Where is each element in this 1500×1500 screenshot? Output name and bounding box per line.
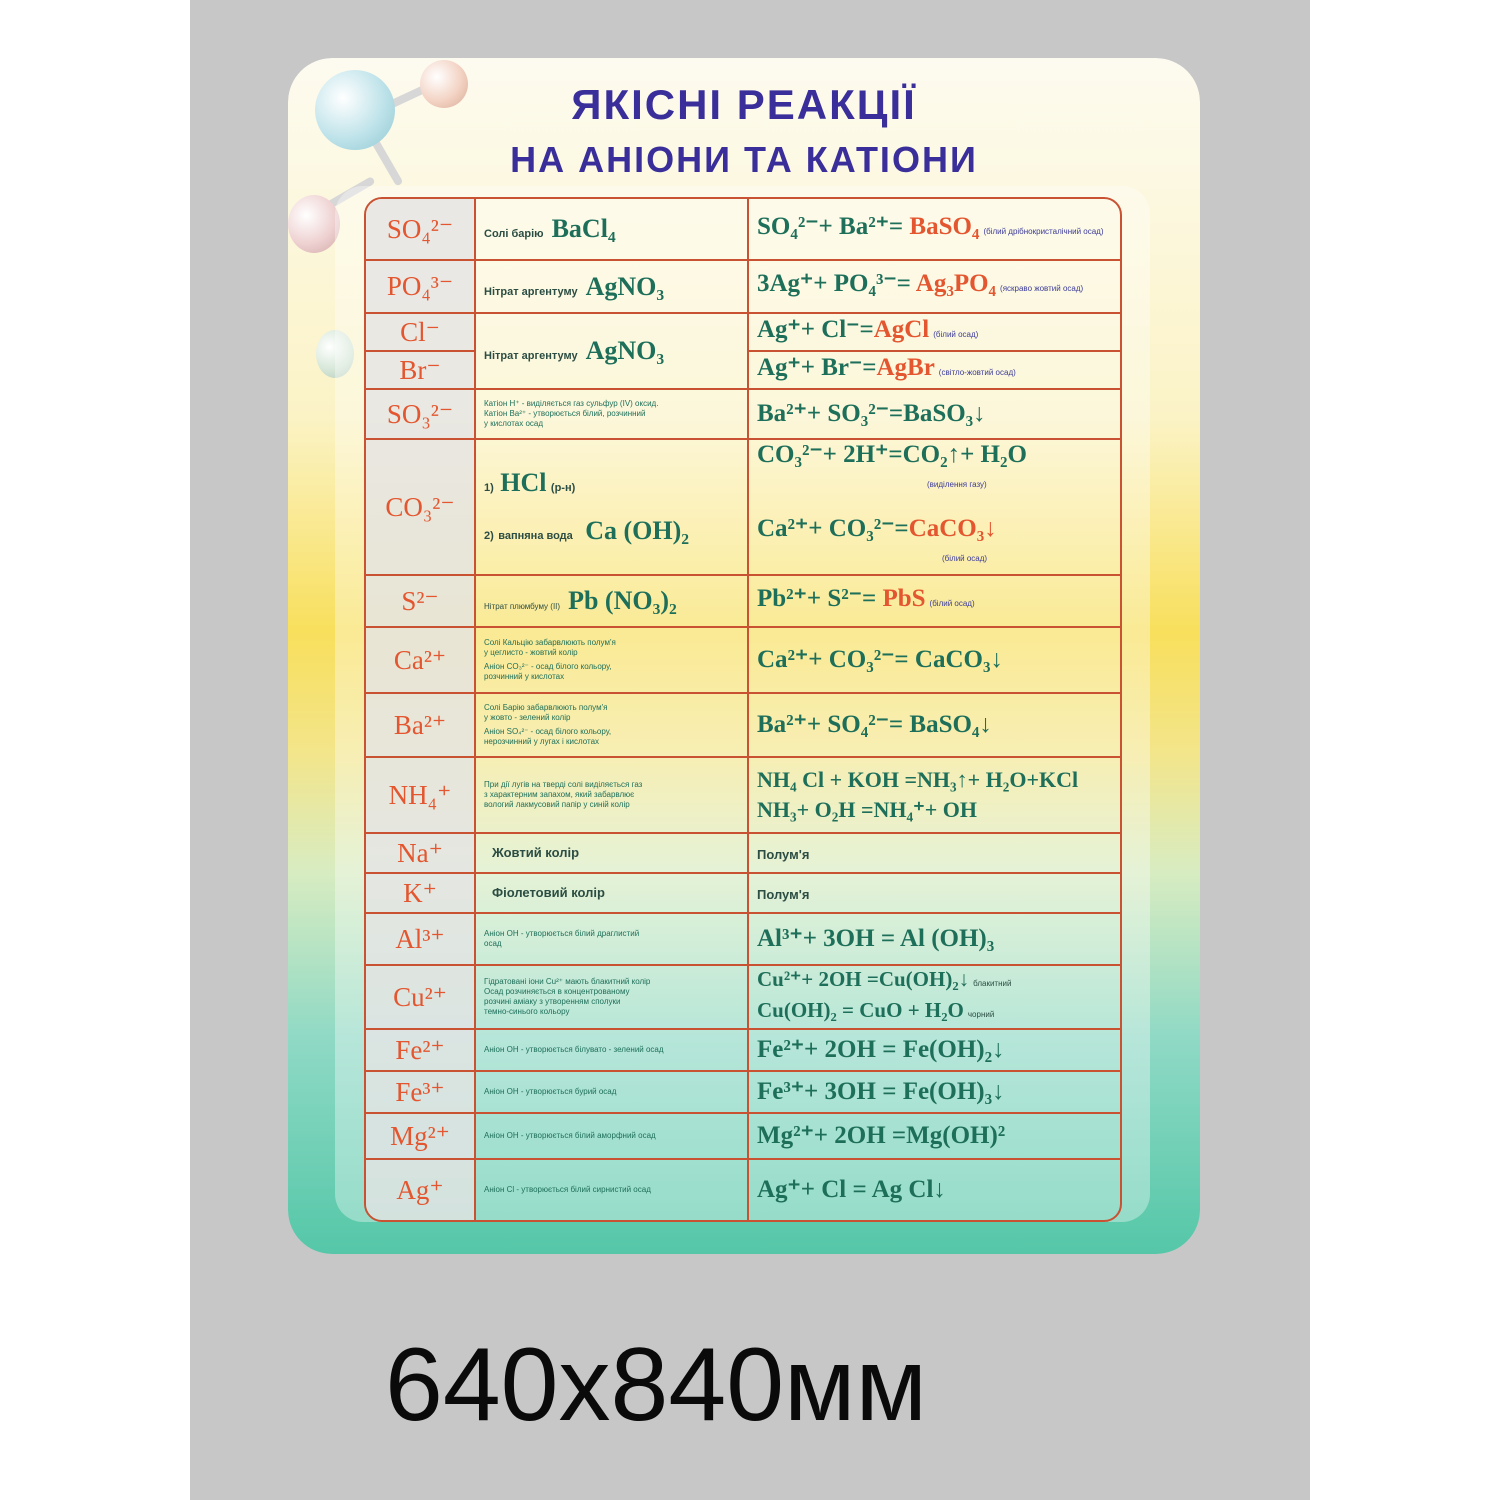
note-line: Осад розчиняється в концентрованому — [484, 987, 630, 996]
equation-cell — [749, 440, 1120, 576]
ion-cell: Ag⁺ — [366, 1160, 476, 1220]
note-line: розчинний у кислотах — [484, 672, 565, 681]
equation-cell: Ba²⁺+ SO₃²⁻=BaSO₃↓ — [749, 390, 1120, 440]
note-line: Аніон OH - утворюється білий аморфний осад — [484, 1131, 656, 1140]
note-line: Солі Барію забарвлюють полум'я — [484, 703, 608, 712]
reagent-note-cell — [476, 1030, 749, 1072]
equation: SO₄²⁻+ Ba²⁺= — [757, 212, 910, 240]
ion-cell: Fe²⁺ — [366, 1030, 476, 1072]
note-line: Гідратовані іони Cu²⁺ мають блакитний колір — [484, 977, 651, 986]
note-line: розчині аміаку з утворенням сполуки — [484, 997, 621, 1006]
equation-note: чорний — [967, 1010, 995, 1019]
note-line: Аніон Cl - утворюється білий сирнистий осад — [484, 1185, 651, 1194]
reagent-number: 1) — [484, 482, 494, 494]
equation-note: (білий осад) — [942, 554, 988, 563]
equation-cell — [749, 758, 1120, 834]
equation-product: PbS — [882, 584, 926, 612]
ion-cell: SO₃²⁻ — [366, 390, 476, 440]
reagent-label: Жовтий колір — [492, 845, 580, 860]
equation-cell: Ba²⁺+ SO₄²⁻= BaSO₄↓ — [749, 694, 1120, 758]
note-line: у цеглисто - жовтий колір — [484, 648, 578, 657]
note-line: темно-синього кольору — [484, 1007, 570, 1016]
equation-cell — [749, 261, 1120, 314]
note-line: у кислотах осад — [484, 419, 544, 428]
table-row — [366, 628, 1120, 694]
reagent-label: Нітрат аргентуму — [484, 350, 578, 362]
equation-cell: Al³⁺+ 3OH = Al (OH)₃ — [749, 914, 1120, 966]
ion-cell: Br⁻ — [366, 352, 476, 390]
ion-cell: Cu²⁺ — [366, 966, 476, 1030]
equation-note: (білий осад) — [933, 329, 979, 339]
equation-cell: Ca²⁺+ CO₃²⁻= CaCO₃↓ — [749, 628, 1120, 694]
reagent-cell — [476, 314, 749, 390]
reagent-label: Нітрат аргентуму — [484, 285, 578, 298]
equation: 3Ag⁺+ PO₄³⁻= — [757, 270, 916, 297]
reactions-table — [364, 197, 1122, 1222]
equation-note: (білий дрібнокристалічний осад) — [983, 226, 1104, 236]
equation: Ca²⁺+ CO₃²⁻= — [757, 515, 909, 542]
reagent-note-cell — [476, 694, 749, 758]
reagent-note-cell — [476, 1072, 749, 1114]
equation: Ag⁺+ Cl⁻= — [757, 315, 874, 343]
equation-cell — [749, 966, 1120, 1030]
reagent-cell — [476, 440, 749, 576]
equation: NH₄ Cl + KOH =NH₃↑+ H₂O+KCl — [757, 767, 1079, 792]
equation-product: AgBr — [876, 353, 935, 381]
equation-line — [757, 514, 1112, 544]
reagent-label: вапняна вода — [498, 530, 573, 542]
ion-cell: Cl⁻ — [366, 314, 476, 352]
table-row — [366, 1114, 1120, 1160]
equation-cell — [749, 834, 1120, 874]
reagent-formula: AgNO₃ — [585, 336, 665, 365]
note-line: Аніон OH - утворюється білий драглистий — [484, 929, 640, 938]
reagent-cell — [476, 261, 749, 314]
equation-note: (яскраво жовтий осад) — [1000, 284, 1084, 293]
table-row — [366, 576, 1120, 628]
size-label: 640x840мм — [385, 1327, 928, 1443]
equation: Cu²⁺+ 2OH =Cu(OH)₂↓ — [757, 967, 970, 991]
equation-cell: Fe²⁺+ 2OH = Fe(OH)₂↓ — [749, 1030, 1120, 1072]
reagent-formula: Pb (NO₃)₂ — [568, 586, 677, 615]
reagent-note-cell — [476, 1160, 749, 1220]
equation-product: BaSO₄ — [909, 212, 980, 240]
note-line: осад — [484, 939, 502, 948]
reagent-note-cell — [476, 628, 749, 694]
reagent-label: Нітрат плюмбуму (II) — [484, 602, 561, 611]
reagent-label: Фіолетовий колір — [492, 885, 605, 900]
note-line: Аніон SO₄²⁻ - осад білого кольору, — [484, 727, 612, 736]
table-row — [366, 1072, 1120, 1114]
equation-cell — [749, 576, 1120, 628]
table-row — [366, 261, 1120, 314]
equation: Ag⁺+ Br⁻= — [757, 353, 877, 381]
note-line: Катіон Ba²⁺ - утворюється білий, розчинний — [484, 409, 646, 418]
equation-cell — [749, 874, 1120, 914]
table-row — [366, 199, 1120, 261]
table-row — [366, 834, 1120, 874]
equation: CO₃²⁻+ 2H⁺=CO₂↑+ H₂O — [757, 441, 1027, 468]
reagent-label: Солі барію — [484, 228, 544, 240]
reagent-cell — [476, 576, 749, 628]
reagent-number: 2) — [484, 530, 494, 542]
note-line: Аніон CO₃²⁻ - осад білого кольору, — [484, 662, 612, 671]
equation-line — [757, 966, 1112, 997]
ion-cell: PO₄³⁻ — [366, 261, 476, 314]
equation-cell: Ag⁺+ Cl = Ag Cl↓ — [757, 1176, 946, 1203]
equation-note: (білий осад) — [929, 598, 975, 608]
table-row — [366, 694, 1120, 758]
table-row — [366, 314, 1120, 352]
ion-cell: Mg²⁺ — [366, 1114, 476, 1160]
ion-cell: CO₃²⁻ — [366, 440, 476, 576]
table-row — [366, 1030, 1120, 1072]
equation-note: блакитний — [973, 979, 1012, 988]
ion-cell: Ca²⁺ — [366, 628, 476, 694]
equation-product: Ag₃PO₄ — [915, 270, 997, 297]
poster-subtitle: НА АНІОНИ ТА КАТІОНИ — [510, 139, 978, 180]
note-line: з характерним запахом, який забарвлює — [484, 790, 635, 799]
ion-cell: Al³⁺ — [366, 914, 476, 966]
reagent-note-cell — [476, 758, 749, 834]
note-line: При дії лугів на тверді солі виділяється газ — [484, 780, 643, 789]
table-row — [366, 966, 1120, 1030]
reagent-formula: BaCl₄ — [551, 214, 616, 243]
note-line: Аніон OH - утворюється бурий осад — [484, 1087, 617, 1096]
reagent-note-cell — [476, 1114, 749, 1160]
note-line: вологий лакмусовий папір у синій колір — [484, 800, 630, 809]
reagent-cell — [476, 874, 749, 914]
flame-label: Полум'я — [757, 886, 810, 902]
equation-cell: Mg²⁺+ 2OH =Mg(OH)² — [749, 1114, 1120, 1160]
ion-cell: NH₄⁺ — [366, 758, 476, 834]
ion-cell: Fe³⁺ — [366, 1072, 476, 1114]
table-row — [366, 874, 1120, 914]
table-row — [366, 390, 1120, 440]
ion-cell: SO₄²⁻ — [366, 199, 476, 261]
table-row — [366, 1160, 1120, 1220]
flame-label: Полум'я — [757, 846, 810, 862]
note-line: Катіон H⁺ - виділяється газ сульфур (IV) оксид. — [484, 399, 659, 408]
equation: Pb²⁺+ S²⁻= — [757, 584, 883, 612]
equation-note: (світло-жовтий осад) — [938, 367, 1016, 377]
note-line: Аніон OH - утворюється білувато - зелений осад — [484, 1045, 664, 1054]
equation-cell — [749, 199, 1120, 261]
reagent-note-cell — [476, 390, 749, 440]
equation-cell — [749, 314, 1120, 352]
reagent-note: (р-н) — [550, 482, 576, 494]
ion-cell: Na⁺ — [366, 834, 476, 874]
note-line: нерозчинний у лугах і кислотах — [484, 737, 600, 746]
poster-title: ЯКІСНІ РЕАКЦІЇ — [571, 81, 917, 128]
note-line: Солі Кальцію забарвлюють полум'я — [484, 638, 616, 647]
equation-product: AgCl — [873, 315, 930, 343]
reagent-formula: Ca (OH)₂ — [585, 516, 690, 545]
table-row — [366, 758, 1120, 834]
reagent-formula: HCl — [500, 468, 547, 497]
reagent-cell — [476, 834, 749, 874]
table-row — [366, 440, 1120, 576]
ion-cell: Ba²⁺ — [366, 694, 476, 758]
equation: Cu(OH)₂ = CuO + H₂O — [757, 998, 964, 1022]
equation-note: (виділення газу) — [927, 480, 987, 489]
reagent-cell — [476, 199, 749, 261]
equation-product: CaCO₃↓ — [908, 515, 997, 542]
note-line: у жовто - зелений колір — [484, 713, 571, 722]
equation-cell — [749, 352, 1120, 390]
equation-cell: Fe³⁺+ 3OH = Fe(OH)₃↓ — [749, 1072, 1120, 1114]
equation: NH₃+ O₂H =NH₄⁺+ OH — [757, 797, 977, 822]
equation-line — [757, 997, 1112, 1028]
table-row — [366, 914, 1120, 966]
ion-cell: K⁺ — [366, 874, 476, 914]
reagent-formula: AgNO₃ — [585, 271, 665, 301]
reagent-note-cell — [476, 966, 749, 1030]
ion-cell: S²⁻ — [366, 576, 476, 628]
reagent-note-cell — [476, 914, 749, 966]
